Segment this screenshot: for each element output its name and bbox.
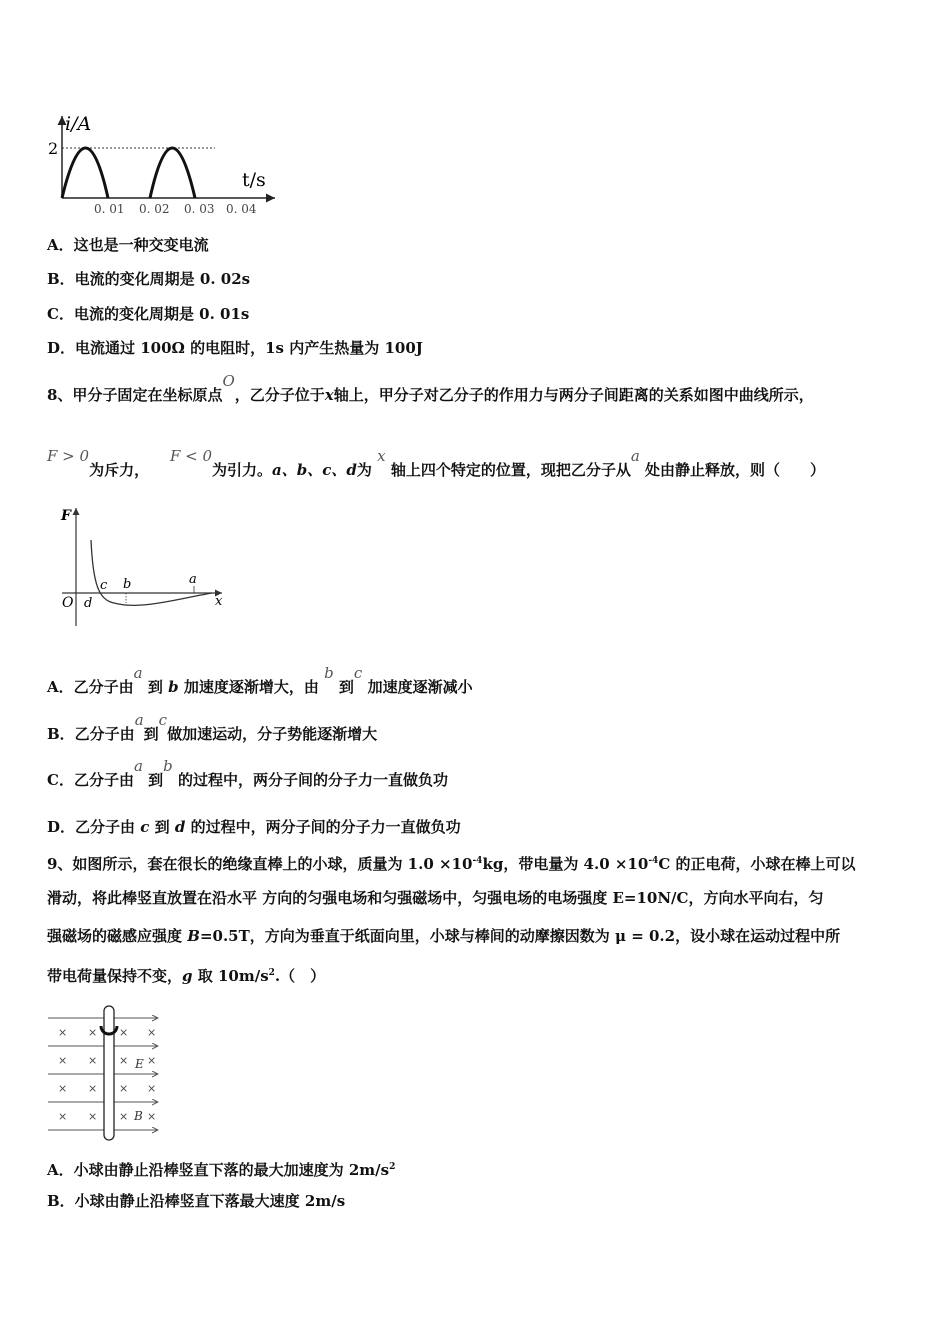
cross-mark: × bbox=[58, 1054, 68, 1067]
insulating-rod bbox=[104, 1006, 114, 1140]
q7-option-a: A．这也是一种交变电流 bbox=[47, 236, 209, 254]
q8-option-c: C．乙分子由a 到b 的过程中，两分子间的分子力一直做负功 bbox=[47, 757, 449, 789]
q8-option-a: A．乙分子由a 到 b 加速度逐渐增大，由 b 到c 加速度逐渐减小 bbox=[47, 664, 473, 696]
q8-option-b: B．乙分子由a到c做加速运动，分子势能逐渐增大 bbox=[47, 711, 378, 743]
cross-mark: × bbox=[58, 1082, 68, 1095]
x-tick: 0. 02 bbox=[139, 202, 170, 216]
q9-option-b: B．小球由静止沿棒竖直下落最大速度 2m/s bbox=[47, 1192, 346, 1210]
y-axis-label: i/A bbox=[65, 113, 92, 135]
point-d-label: d bbox=[84, 596, 93, 611]
cross-mark: × bbox=[88, 1110, 98, 1123]
cross-mark: × bbox=[119, 1110, 129, 1123]
q8-option-d: D．乙分子由 c 到 d 的过程中，两分子间的分子力一直做负功 bbox=[47, 818, 461, 836]
cross-mark: × bbox=[119, 1082, 129, 1095]
half-wave-2 bbox=[150, 148, 195, 198]
f-label: F bbox=[61, 508, 71, 524]
half-wave-1 bbox=[62, 148, 108, 198]
field-rod-diagram bbox=[46, 1004, 166, 1142]
point-a-label: a bbox=[189, 572, 197, 587]
q9-option-a: A．小球由静止沿棒竖直下落的最大加速度为 $2m/s^2$ bbox=[47, 1161, 396, 1179]
y-tick-2: 2 bbox=[48, 139, 59, 158]
b-field-label: B bbox=[134, 1109, 143, 1123]
cross-mark: × bbox=[147, 1026, 157, 1039]
origin-label: O bbox=[62, 595, 74, 611]
q7-option-c: C．电流的变化周期是 0. 01s bbox=[47, 305, 250, 323]
point-c-label: c bbox=[100, 578, 108, 593]
q9-stem-line4: 带电荷量保持不变，g 取 $10m/s^2$.（ ） bbox=[47, 967, 326, 985]
cross-mark: × bbox=[147, 1054, 157, 1067]
x-tick: 0. 01 bbox=[94, 202, 125, 216]
q7-option-d: D．电流通过 100Ω 的电阻时，1s 内产生热量为 100J bbox=[47, 339, 423, 357]
cross-mark: × bbox=[88, 1082, 98, 1095]
cross-mark: × bbox=[147, 1110, 157, 1123]
cross-mark: × bbox=[88, 1054, 98, 1067]
cross-mark: × bbox=[58, 1026, 68, 1039]
x-tick: 0. 04 bbox=[226, 202, 257, 216]
cross-mark: × bbox=[88, 1026, 98, 1039]
cross-mark: × bbox=[119, 1054, 129, 1067]
q8-stem-line1: 8、甲分子固定在坐标原点O，乙分子位于x轴上，甲分子对乙分子的作用力与两分子间距离的关系如图中曲线所示， bbox=[47, 372, 814, 404]
q7-option-b: B．电流的变化周期是 0. 02s bbox=[47, 270, 251, 288]
force-distance-graph bbox=[52, 500, 237, 630]
x-axis-label: t/s bbox=[242, 169, 266, 191]
q9-stem-line3: 强磁场的磁感应强度 B=0.5T，方向为垂直于纸面向里，小球与棒间的动摩擦因数为 μ = 0.2，设小球在运动过程中所 bbox=[47, 927, 841, 945]
x-label: x bbox=[215, 594, 223, 609]
q9-stem-line2: 滑动，将此棒竖直放置在沿水平 方向的匀强电场和匀强磁场中，匀强电场的电场强度 E=10N/C，方向水平向右，匀 bbox=[47, 889, 824, 907]
cross-mark: × bbox=[119, 1026, 129, 1039]
q8-stem-line2: F > 0为斥力， F < 0为引力。a、b、c、d为 x 轴上四个特定的位置，现把乙分子从a 处由静止释放，则（ ） bbox=[47, 447, 826, 479]
e-field-label: E bbox=[135, 1057, 144, 1071]
cross-mark: × bbox=[147, 1082, 157, 1095]
point-b-label: b bbox=[123, 577, 132, 592]
cross-mark: × bbox=[58, 1110, 68, 1123]
x-tick: 0. 03 bbox=[184, 202, 215, 216]
q9-stem-line1: 9、如图所示，套在很长的绝缘直棒上的小球，质量为 $1.0 \times 10^{-4}kg$，带电量为 $4.0 \times 10^{-4}C$ 的正电荷，小球在棒上可以 bbox=[47, 855, 856, 873]
current-time-graph bbox=[40, 108, 290, 220]
